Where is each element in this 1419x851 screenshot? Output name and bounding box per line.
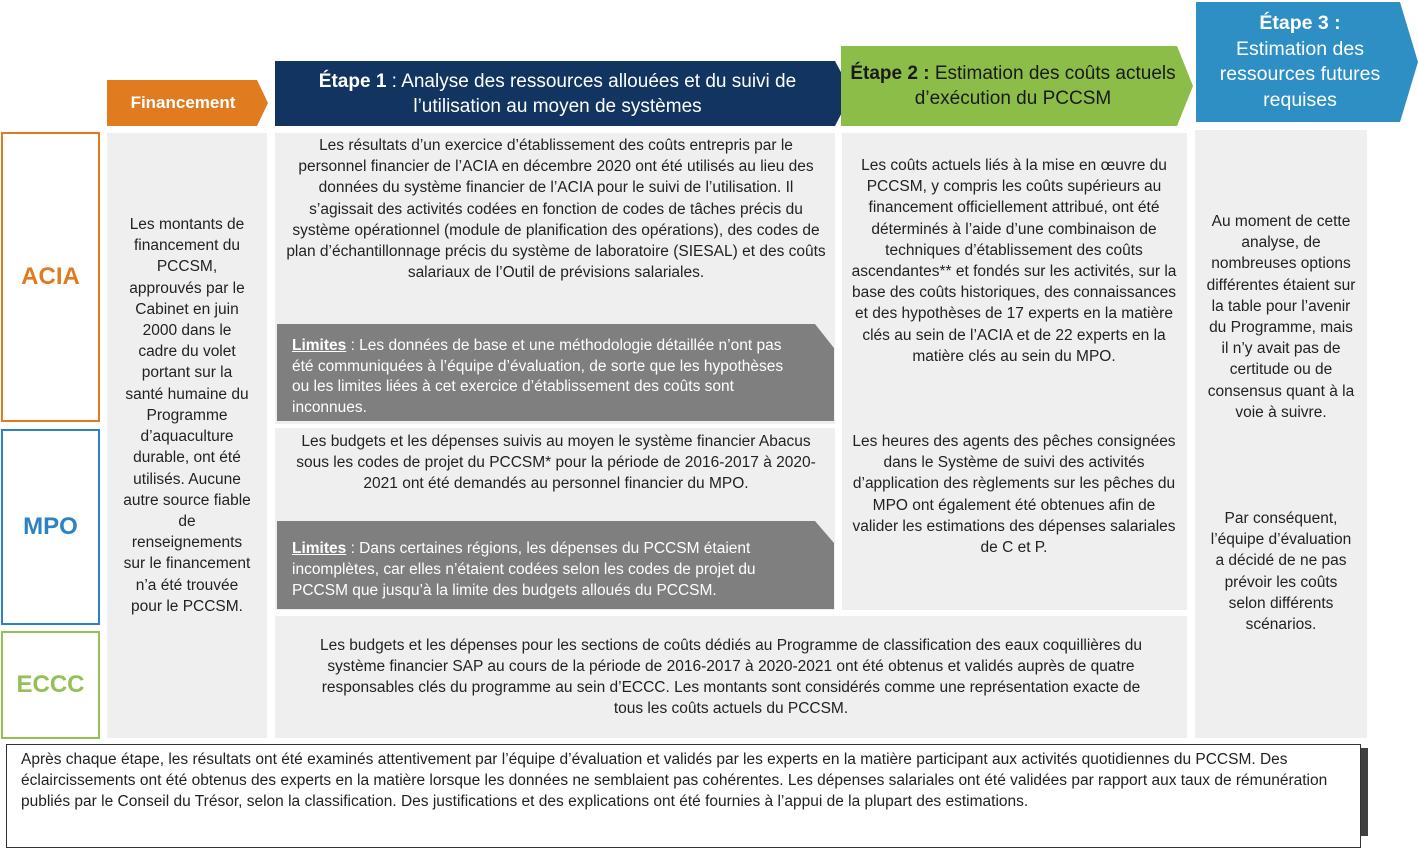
etape1-header-label: Analyse des ressources allouées et du suivi de l’utilisation au moyen de systèmes (401, 70, 797, 117)
financement-header (107, 80, 259, 126)
etape2-text-2: Les heures des agents des pêches consignées dans le Système de suivi des activités d’application des règlements sur les pêches du MPO ont également été obtenues afin de valider les estimations des dépenses salariales de C et P. (852, 433, 1176, 557)
financement-text: Les montants de financement du PCCSM, approuvés par le Cabinet en juin 2000 dans le cadre du volet portant sur la santé humaine du Programme d’aquaculture durable, ont été utilisés. Aucune autre source fiable de renseignements sur le financement n’a été trouvée pour le PCCSM. (123, 216, 251, 615)
etape1-acia-limit-text: : Les données de base et une méthodologie détaillée n’ont pas été communiquées à l’équipe d’évaluation, de sorte que les hypothèses ou les limites liées à cet exercice d’établissement des coûts sont inconnues. (292, 337, 784, 416)
etape3-header (1200, 2, 1400, 122)
etape3-text-1: Au moment de cette analyse, de nombreuses options différentes étaient sur la table pour l’avenir du Programme, mais il n’y avait pas de certitude ou de consensus quant à la voie à suivre. (1206, 213, 1356, 421)
etape1-mpo-limit (278, 532, 808, 607)
etape1-acia-text: Les résultats d’un exercice d’établissement des coûts entrepris par le personnel financier de l’ACIA en décembre 2020 ont été utilisés au lieu des données du système financier de l’ACIA pour le suivi de l’utilisation. Il s’agissait des activités codées en fonction de codes de tâches précis du système opérationnel (module de planification des opérations), des codes de plan d’échantillonnage précis du système de laboratoire (SIESAL) et des coûts salariaux de l’Outil de prévisions salariales. (286, 137, 826, 282)
etape1-header (280, 61, 835, 126)
etape2-header-label: Estimation des coûts actuels d’exécution du PCCSM (914, 63, 1176, 109)
footer-note-text: Après chaque étape, les résultats ont été examinés attentivement par l’équipe d’évaluation et validés par les experts en la matière participant aux activités quotidiennes du PCCSM. Des éclaircissements ont été obtenus des experts en la matière lorsque les données ne semblaient pas cohérentes. Les dépenses salariales ont été validées par rapport aux taux de rémunération publiés par le Conseil du Trésor, selon la classification. Des justifications et des explications ont été fournies à l’appui de la plupart des estimations. (21, 751, 1328, 810)
etape3-header-label: Estimation des ressources futures requises (1219, 37, 1381, 111)
etape3-header-bold: Étape 3 : (1259, 12, 1341, 34)
etape1-header-text: Étape 1 : Analyse des ressources allouées et du suivi de l’utilisation au moyen de systèmes (318, 70, 797, 117)
row-label-acia: ACIA (1, 132, 100, 422)
row-label-mpo: MPO (1, 429, 100, 625)
financement-panel (107, 133, 267, 738)
footer-note (6, 744, 1361, 848)
etape2-header (848, 46, 1178, 126)
etape1-mpo-text: Les budgets et les dépenses suivis au moyen le système financier Abacus sous les codes de projet du PCCSM* pour la période de 2016-2017 à 2020-2021 ont été demandés au personnel financier du MPO. (296, 433, 816, 493)
etape2-header-bold: Étape 2 : (850, 63, 930, 84)
etape1-eccc-panel (275, 616, 1187, 738)
financement-header-label: Financement (130, 93, 236, 112)
etape1-mpo-limit-label: Limites (292, 540, 347, 557)
etape1-acia-limit (278, 330, 808, 424)
etape1-header-bold: Étape 1 (318, 70, 387, 92)
etape1-acia-limit-label: Limites (292, 337, 347, 354)
etape1-eccc-text: Les budgets et les dépenses pour les sections de coûts dédiés au Programme de classification des eaux coquillières du système financier SAP au cours de la période de 2016-2017 à 2020-2021 ont été obtenus et validés auprès de quatre responsables clés du programme au sein d’ECCC. Les montants sont considérés comme une représentation exacte de tous les coûts actuels du PCCSM. (320, 636, 1142, 718)
etape2-header-text (848, 61, 1178, 111)
etape3-text-2: Par conséquent, l’équipe d’évaluation a décidé de ne pas prévoir les coûts selon différents scénarios. (1210, 510, 1352, 634)
etape1-mpo-limit-text: : Dans certaines régions, les dépenses du PCCSM étaient incomplètes, car elles n’étaient codées selon les codes de projet du PCCSM que jusqu’à la limite des budgets alloués du PCCSM. (292, 540, 756, 599)
row-label-eccc: ECCC (1, 631, 100, 739)
etape2-text-1: Les coûts actuels liés à la mise en œuvre du PCCSM, y compris les coûts supérieurs au financement officiellement attribué, ont été déterminés à l’aide d’une combinaison de techniques d’établissement des coûts ascendantes** et fondés sur les activités, sur la base des coûts historiques, des connaissances et des hypothèses de 17 experts en la matière clés au sein de l’ACIA et de 22 experts en la matière clés au sein du MPO. (851, 157, 1177, 365)
